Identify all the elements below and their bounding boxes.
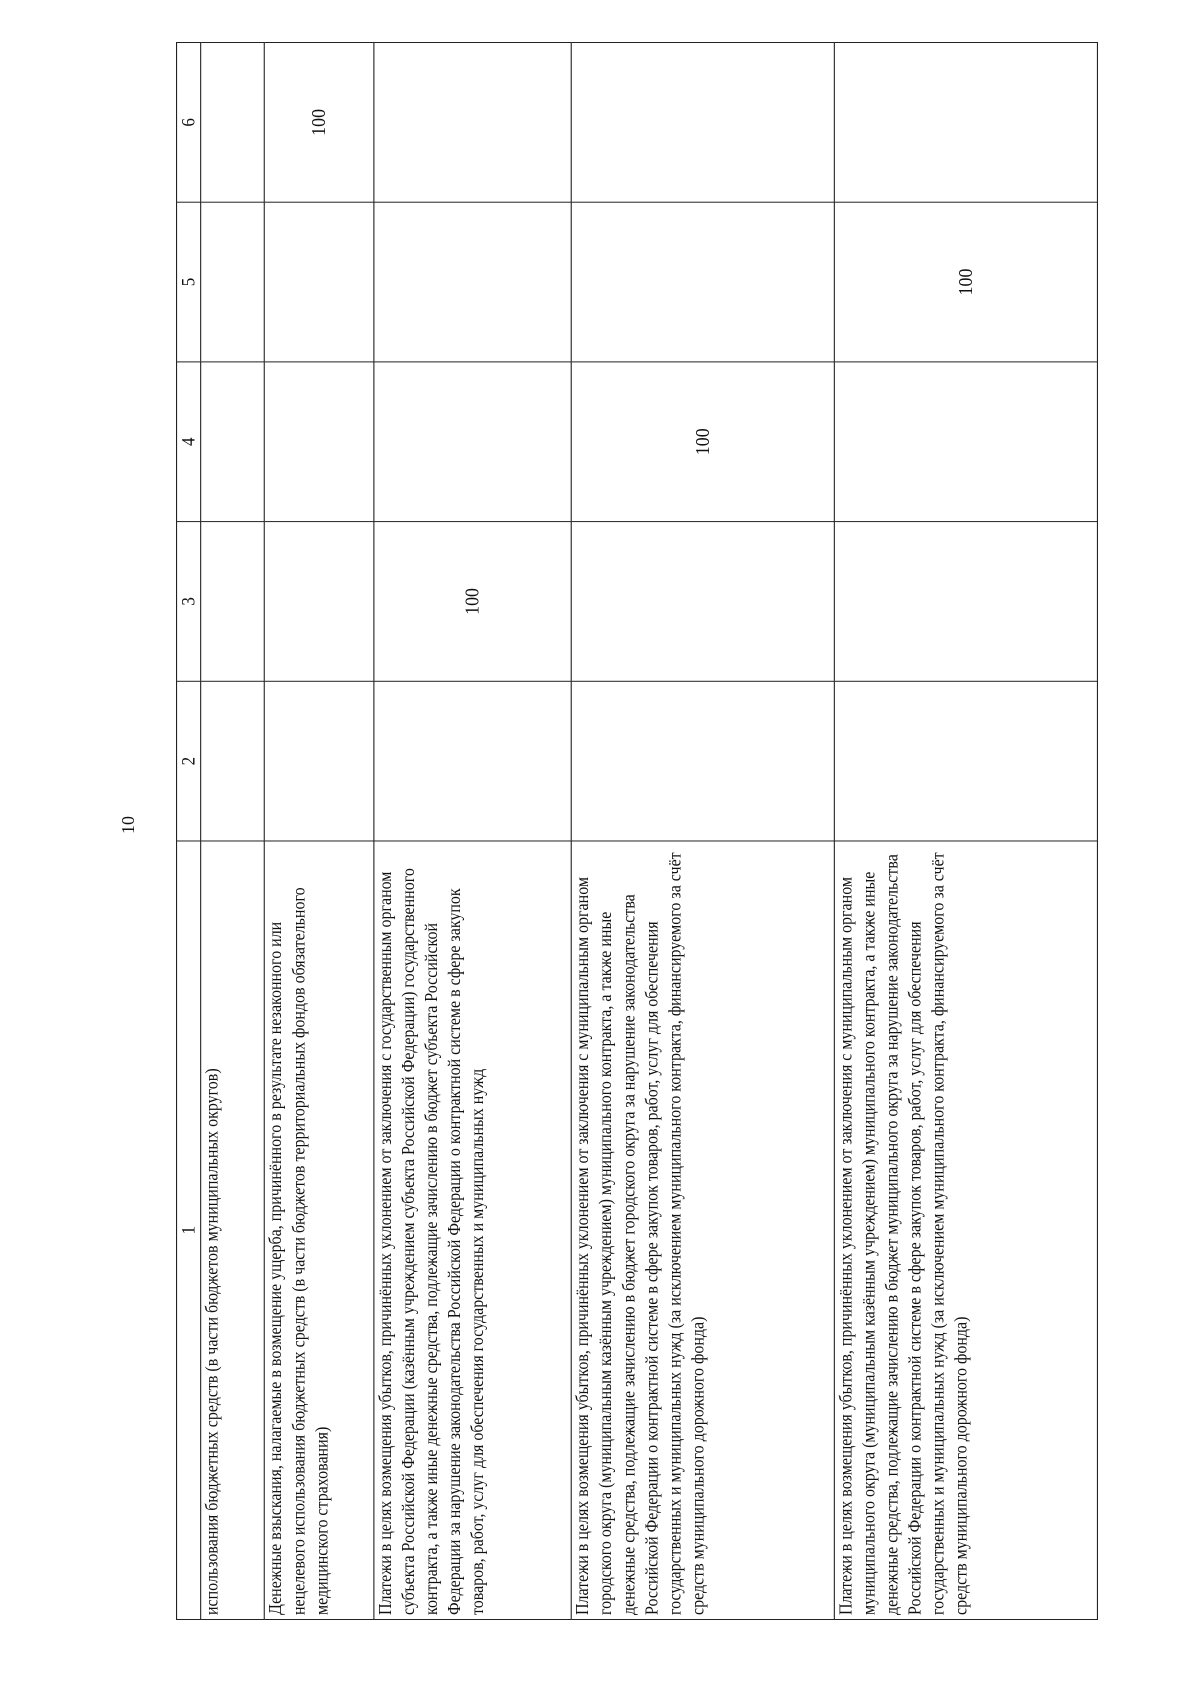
page-number: 10 xyxy=(118,816,138,834)
cell-col-4 xyxy=(201,362,265,522)
header-row xyxy=(177,42,201,1619)
cell-col-4: 100 xyxy=(571,362,834,522)
cell-col-4 xyxy=(834,362,1097,522)
cell-col-2 xyxy=(201,681,265,841)
cell-col-5 xyxy=(201,202,265,362)
data-table xyxy=(176,42,1098,1620)
table-container xyxy=(176,42,1098,1620)
table-row xyxy=(201,42,265,1619)
table-row xyxy=(571,42,834,1619)
cell-col-6 xyxy=(374,42,571,202)
cell-col-3: 100 xyxy=(374,522,571,682)
table-row xyxy=(834,42,1097,1619)
column-header: 4 xyxy=(177,362,201,522)
cell-col-2 xyxy=(571,681,834,841)
cell-col-5 xyxy=(571,202,834,362)
table-row xyxy=(374,42,571,1619)
column-header: 6 xyxy=(177,42,201,202)
column-header: 5 xyxy=(177,202,201,362)
cell-col-5 xyxy=(374,202,571,362)
cell-col-3 xyxy=(264,522,374,682)
row-description: Платежи в целях возмещения убытков, причинённых уклонением от заключения с муниципальным органом городского округа (муниципальным казённым учреждением) муниципального контракта, а также иные денежные средства, подлежащие зачислению в бюджет городского округа за нарушение законодательства Российской Федерации о контрактной системе в сфере закупок товаров, работ, услуг для обеспечения государственных и муниципальных нужд (за исключением муниципального контракта, финансируемого за счёт средств муниципального дорожного фонда) xyxy=(571,841,834,1620)
cell-col-4 xyxy=(374,362,571,522)
cell-col-6: 100 xyxy=(264,42,374,202)
cell-col-4 xyxy=(264,362,374,522)
cell-col-6 xyxy=(571,42,834,202)
row-description: использования бюджетных средств (в части бюджетов муниципальных округов) xyxy=(201,841,265,1620)
row-description: Денежные взыскания, налагаемые в возмещение ущерба, причинённого в результате незаконного или нецелевого использования бюджетных средств (в части бюджетов территориальных фондов обязательного медицинского страхования) xyxy=(264,841,374,1620)
column-header: 2 xyxy=(177,681,201,841)
cell-col-3 xyxy=(571,522,834,682)
column-header: 3 xyxy=(177,522,201,682)
column-header: 1 xyxy=(177,841,201,1620)
cell-col-3 xyxy=(834,522,1097,682)
cell-col-5: 100 xyxy=(834,202,1097,362)
cell-col-3 xyxy=(201,522,265,682)
table-row xyxy=(264,42,374,1619)
row-description: Платежи в целях возмещения убытков, причинённых уклонением от заключения с государственным органом субъекта Российской Федерации (казённым учреждением субъекта Российской Федерации) государственного контракта, а также иные денежные средства, подлежащие зачислению в бюджет субъекта Российской Федерации за нарушение законодательства Российской Федерации о контрактной системе в сфере закупок товаров, работ, услуг для обеспечения государственных и муниципальных нужд xyxy=(374,841,571,1620)
cell-col-2 xyxy=(374,681,571,841)
cell-col-2 xyxy=(264,681,374,841)
cell-col-6 xyxy=(201,42,265,202)
cell-col-6 xyxy=(834,42,1097,202)
cell-col-5 xyxy=(264,202,374,362)
cell-col-2 xyxy=(834,681,1097,841)
row-description: Платежи в целях возмещения убытков, причинённых уклонением от заключения с муниципальным органом муниципального округа (муниципальным казённым учреждением) муниципального контракта, а также иные денежные средства, подлежащие зачислению в бюджет муниципального округа за нарушение законодательства Российской Федерации о контрактной системе в сфере закупок товаров, работ, услуг для обеспечения государственных и муниципальных нужд (за исключением муниципального контракта, финансируемого за счёт средств муниципального дорожного фонда) xyxy=(834,841,1097,1620)
